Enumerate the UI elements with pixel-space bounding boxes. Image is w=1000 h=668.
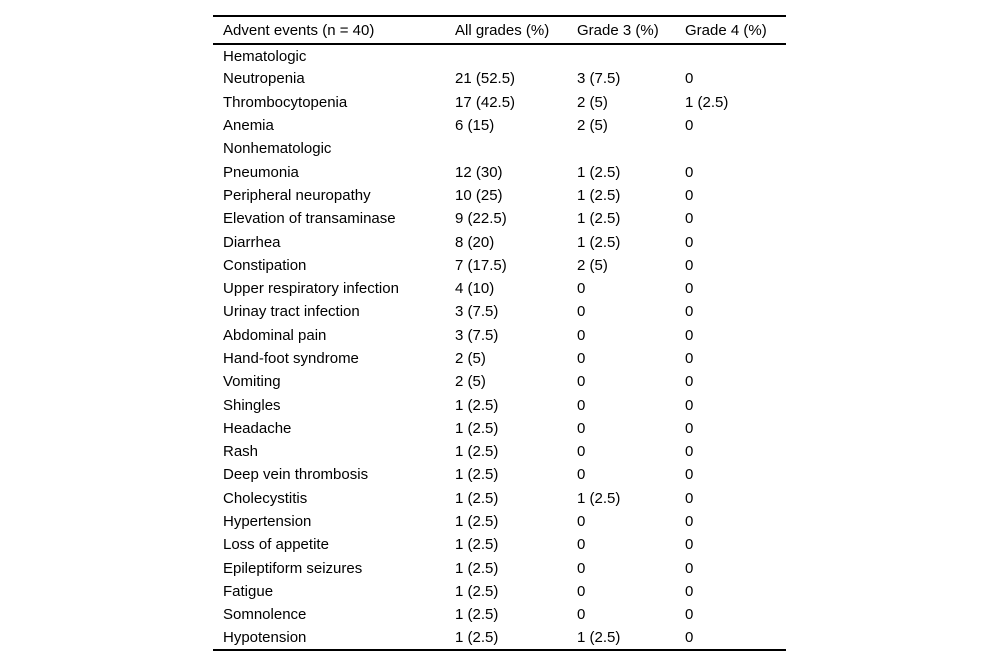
all-grades-value: 1 (2.5) xyxy=(455,513,499,531)
all-grades-value: 21 (52.5) xyxy=(455,70,516,88)
event-label: Neutropenia xyxy=(223,70,305,88)
grade-3-value: 1 (2.5) xyxy=(577,629,621,647)
all-grades-value: 1 (2.5) xyxy=(455,489,499,507)
table-row xyxy=(213,277,786,300)
grade-4-value: 0 xyxy=(685,396,694,414)
event-label: Hand-foot syndrome xyxy=(223,350,359,367)
event-label: Abdominal pain xyxy=(223,326,327,344)
table-row xyxy=(213,417,786,440)
grade-4-value: 0 xyxy=(685,443,694,461)
grade-3-value: 1 (2.5) xyxy=(577,233,621,251)
grade-3-value xyxy=(567,44,675,67)
column-header-grade-3: Grade 3 (%) xyxy=(577,21,659,39)
grade-3-value: 0 xyxy=(577,326,586,344)
grade-4-value: 0 xyxy=(685,326,694,344)
grade-3-value: 3 (7.5) xyxy=(577,70,621,88)
event-label: Hypertension xyxy=(223,513,312,531)
all-grades-value: 9 (22.5) xyxy=(455,210,507,228)
all-grades-value: 7 (17.5) xyxy=(455,256,507,274)
grade-3-value: 0 xyxy=(577,466,586,484)
grade-3-value: 0 xyxy=(577,582,586,600)
table-row xyxy=(213,580,786,603)
grade-3-value: 0 xyxy=(577,536,586,554)
event-label: Rash xyxy=(223,443,259,461)
grade-4-value: 0 xyxy=(685,163,694,181)
grade-3-value xyxy=(567,137,675,160)
grade-3-value: 0 xyxy=(577,443,586,461)
table-row xyxy=(213,510,786,533)
event-label: Shingles xyxy=(223,396,281,414)
grade-4-value: 0 xyxy=(685,210,694,228)
column-header-advent-events: Advent events (n = 40) xyxy=(223,21,375,39)
all-grades-value: 3 (7.5) xyxy=(455,303,499,321)
table-header xyxy=(213,16,786,44)
grade-3-value: 2 (5) xyxy=(577,93,608,111)
grade-3-value: 0 xyxy=(577,513,586,531)
event-label: Hematologic xyxy=(223,47,307,65)
grade-4-value: 0 xyxy=(685,373,694,391)
grade-3-value: 1 (2.5) xyxy=(577,163,621,181)
all-grades-value: 1 (2.5) xyxy=(455,443,499,461)
grade-4-value: 0 xyxy=(685,186,694,204)
grade-4-value: 0 xyxy=(685,419,694,437)
grade-3-value: 1 (2.5) xyxy=(577,489,621,507)
table-row xyxy=(213,463,786,486)
grade-3-value: 2 (5) xyxy=(577,256,608,274)
section-row xyxy=(213,137,786,160)
event-label: Elevation of transaminase xyxy=(223,210,396,228)
table-row xyxy=(213,114,786,137)
event-label: Diarrhea xyxy=(223,233,281,251)
table-body xyxy=(213,44,786,650)
grade-3-value: 2 (5) xyxy=(577,117,608,135)
grade-3-value: 0 xyxy=(577,373,586,391)
table-row xyxy=(213,626,786,649)
grade-4-value: 0 xyxy=(685,606,694,624)
grade-4-value: 0 xyxy=(685,117,694,135)
grade-4-value: 0 xyxy=(685,256,694,274)
table-row xyxy=(213,184,786,207)
event-label: Deep vein thrombosis xyxy=(223,466,369,484)
event-label: Fatigue xyxy=(223,582,274,600)
table-row xyxy=(213,91,786,114)
grade-3-value: 0 xyxy=(577,559,586,577)
grade-3-value: 0 xyxy=(577,396,586,414)
table-row xyxy=(213,393,786,416)
all-grades-value xyxy=(445,44,567,67)
all-grades-value: 10 (25) xyxy=(455,186,503,204)
table-row xyxy=(213,207,786,230)
grade-4-value: 0 xyxy=(685,489,694,507)
grade-4-value: 0 xyxy=(685,280,694,298)
adverse-events-table xyxy=(213,15,786,651)
table-row xyxy=(213,603,786,626)
event-label: Peripheral neuropathy xyxy=(223,186,371,204)
event-label: Hypotension xyxy=(223,629,307,647)
table-row xyxy=(213,487,786,510)
grade-4-value: 0 xyxy=(685,350,694,367)
event-label: Constipation xyxy=(223,256,307,274)
all-grades-value: 1 (2.5) xyxy=(455,466,499,484)
grade-4-value: 0 xyxy=(685,233,694,251)
event-label: Thrombocytopenia xyxy=(223,93,348,111)
event-label: Pneumonia xyxy=(223,163,299,181)
all-grades-value: 2 (5) xyxy=(455,373,486,391)
grade-3-value: 1 (2.5) xyxy=(577,186,621,204)
all-grades-value: 2 (5) xyxy=(455,350,486,367)
event-label: Upper respiratory infection xyxy=(223,280,399,298)
grade-3-value: 0 xyxy=(577,606,586,624)
table-row xyxy=(213,67,786,90)
all-grades-value: 6 (15) xyxy=(455,117,495,135)
event-label: Somnolence xyxy=(223,606,307,624)
grade-4-value xyxy=(675,44,786,67)
event-label: Cholecystitis xyxy=(223,489,308,507)
table-row xyxy=(213,230,786,253)
event-label: Anemia xyxy=(223,117,274,135)
table-row xyxy=(213,370,786,393)
table-row xyxy=(213,557,786,580)
grade-4-value: 0 xyxy=(685,513,694,531)
grade-4-value: 1 (2.5) xyxy=(685,93,729,111)
grade-3-value: 0 xyxy=(577,350,586,367)
grade-4-value: 0 xyxy=(685,70,694,88)
table-row xyxy=(213,324,786,347)
adverse-events-table-container xyxy=(213,15,786,651)
table-row xyxy=(213,300,786,323)
table-row xyxy=(213,254,786,277)
table-row xyxy=(213,160,786,183)
all-grades-value: 3 (7.5) xyxy=(455,326,499,344)
section-row xyxy=(213,44,786,67)
grade-4-value: 0 xyxy=(685,303,694,321)
table-row xyxy=(213,533,786,556)
all-grades-value: 1 (2.5) xyxy=(455,419,499,437)
grade-3-value: 1 (2.5) xyxy=(577,210,621,228)
column-header-grade-4: Grade 4 (%) xyxy=(685,21,767,39)
grade-4-value xyxy=(675,137,786,160)
grade-3-value: 0 xyxy=(577,303,586,321)
all-grades-value: 1 (2.5) xyxy=(455,559,499,577)
grade-4-value: 0 xyxy=(685,466,694,484)
grade-4-value: 0 xyxy=(685,582,694,600)
table-header-row xyxy=(213,16,786,44)
all-grades-value: 1 (2.5) xyxy=(455,606,499,624)
event-label: Urinay tract infection xyxy=(223,303,360,321)
grade-3-value: 0 xyxy=(577,419,586,437)
table-row xyxy=(213,440,786,463)
all-grades-value: 17 (42.5) xyxy=(455,93,516,111)
all-grades-value: 4 (10) xyxy=(455,280,495,298)
all-grades-value: 1 (2.5) xyxy=(455,629,499,647)
table-row xyxy=(213,347,786,370)
all-grades-value: 1 (2.5) xyxy=(455,582,499,600)
grade-4-value: 0 xyxy=(685,536,694,554)
all-grades-value: 12 (30) xyxy=(455,163,503,181)
all-grades-value xyxy=(445,137,567,160)
event-label: Vomiting xyxy=(223,373,281,391)
all-grades-value: 8 (20) xyxy=(455,233,495,251)
all-grades-value: 1 (2.5) xyxy=(455,536,499,554)
event-label: Nonhematologic xyxy=(223,140,332,158)
event-label: Headache xyxy=(223,419,292,437)
grade-4-value: 0 xyxy=(685,629,694,647)
event-label: Epileptiform seizures xyxy=(223,559,363,577)
grade-3-value: 0 xyxy=(577,280,586,298)
event-label: Loss of appetite xyxy=(223,536,329,554)
all-grades-value: 1 (2.5) xyxy=(455,396,499,414)
grade-4-value: 0 xyxy=(685,559,694,577)
column-header-all-grades: All grades (%) xyxy=(455,21,550,39)
